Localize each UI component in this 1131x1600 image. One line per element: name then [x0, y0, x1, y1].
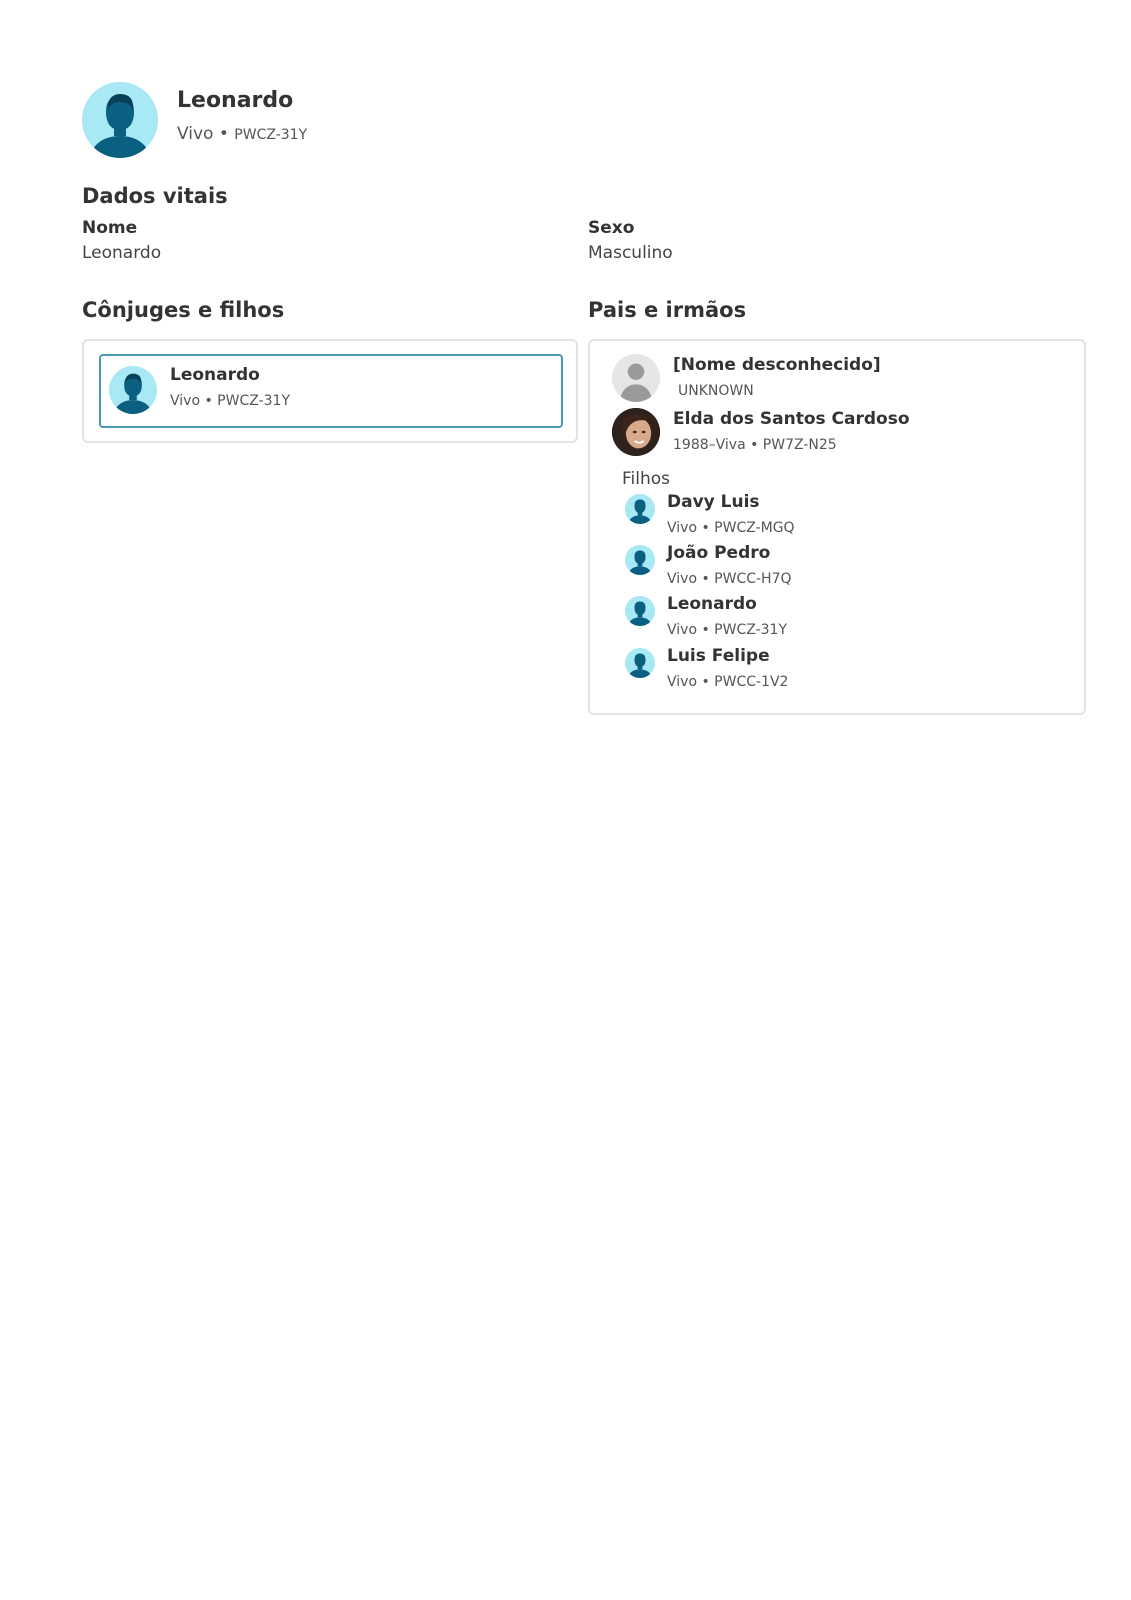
parent-sub: UNKNOWN [678, 383, 754, 399]
vitals-title: Dados vitais [82, 184, 228, 208]
profile-pid: PWCZ-31Y [234, 127, 308, 143]
child-sub: Vivo • PWCZ-MGQ [667, 520, 795, 536]
male-silhouette-icon [625, 648, 655, 678]
profile-name: Leonardo [177, 88, 294, 113]
child-name[interactable]: João Pedro [667, 543, 771, 563]
sex-label: Sexo [588, 218, 635, 238]
parents-title: Pais e irmãos [588, 298, 747, 322]
child-avatar [625, 648, 655, 678]
child-avatar [625, 545, 655, 575]
male-silhouette-icon [625, 494, 655, 524]
parent-avatar [612, 354, 660, 402]
child-sub: Vivo • PWCZ-31Y [667, 622, 787, 638]
parent-sub: 1988–Viva • PW7Z-N25 [673, 437, 837, 453]
male-silhouette-icon [625, 596, 655, 626]
child-name[interactable]: Leonardo [667, 594, 757, 614]
profile-status-line [177, 124, 307, 144]
child-sub: Vivo • PWCC-H7Q [667, 571, 792, 587]
male-silhouette-icon [109, 366, 157, 414]
unknown-person-icon [612, 354, 660, 402]
name-label: Nome [82, 218, 138, 238]
child-avatar [625, 494, 655, 524]
parent-name[interactable]: [Nome desconhecido] [673, 355, 881, 375]
child-sub: Vivo • PWCC-1V2 [667, 674, 789, 690]
profile-separator: • [218, 124, 229, 144]
sex-value: Masculino [588, 243, 673, 263]
children-label: Filhos [622, 469, 671, 489]
child-name[interactable]: Davy Luis [667, 492, 760, 512]
male-silhouette-icon [625, 545, 655, 575]
profile-status: Vivo [177, 124, 214, 144]
spouse-name: Leonardo [170, 365, 260, 385]
child-avatar [625, 596, 655, 626]
spouse-avatar [109, 366, 157, 414]
child-name[interactable]: Luis Felipe [667, 646, 770, 666]
name-value: Leonardo [82, 243, 162, 263]
male-silhouette-icon [82, 82, 158, 158]
parent-name[interactable]: Elda dos Santos Cardoso [673, 409, 910, 429]
spouse-person-item[interactable] [99, 354, 563, 428]
parents-card [588, 339, 1086, 715]
spouse-sub: Vivo • PWCZ-31Y [170, 393, 290, 409]
spouses-title: Cônjuges e filhos [82, 298, 285, 322]
photo-portrait-icon [612, 408, 660, 456]
parent-avatar [612, 408, 660, 456]
profile-avatar [82, 82, 158, 158]
